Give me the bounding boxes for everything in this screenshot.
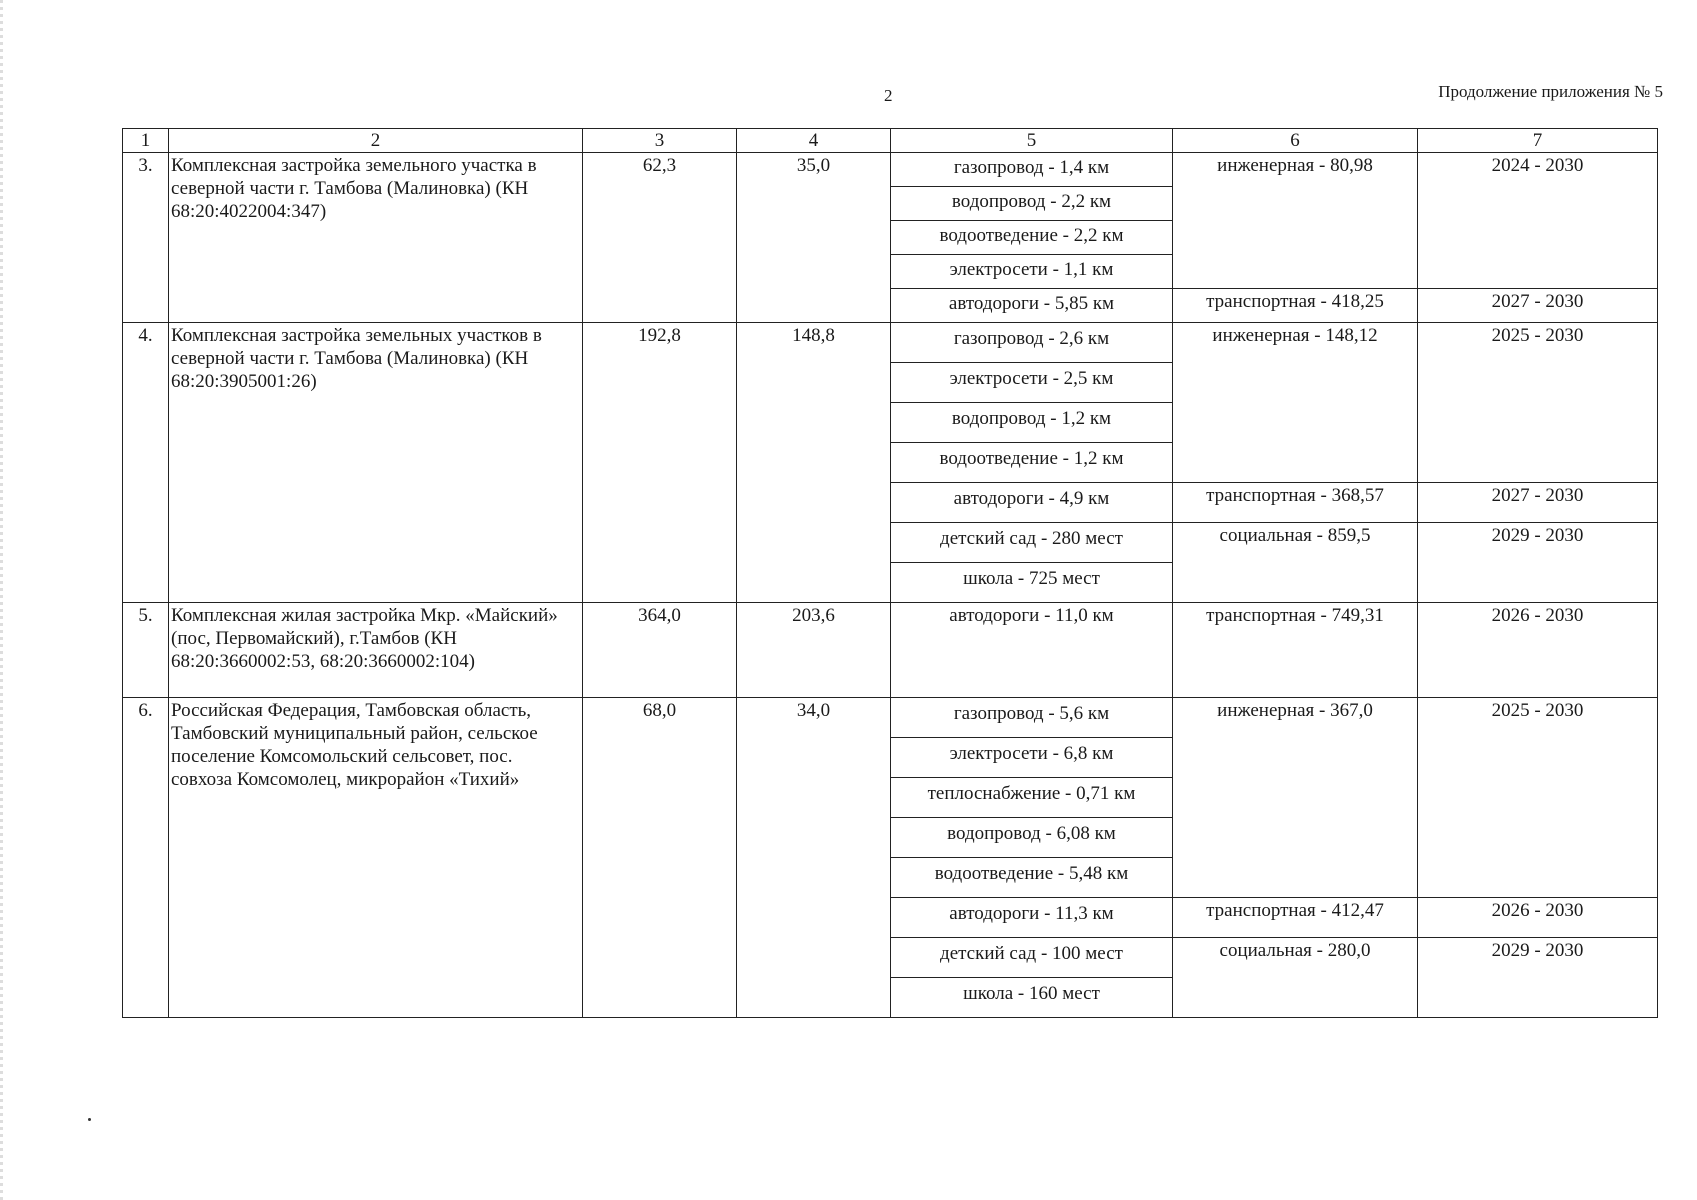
value-col3: 192,8 (583, 323, 737, 603)
page-number: 2 (884, 86, 893, 105)
project-name: Комплексная застройка земельного участка в северной части г. Тамбова (Малиновка) (КН 68:20:4022004:347) (169, 153, 583, 323)
infra-type: транспортная - 749,31 (1173, 603, 1418, 698)
object-item: школа - 725 мест (891, 563, 1173, 603)
object-item: водоотведение - 1,2 км (891, 443, 1173, 483)
object-item: автодороги - 5,85 км (891, 289, 1173, 323)
object-item: электросети - 1,1 км (891, 255, 1173, 289)
value-col3: 62,3 (583, 153, 737, 323)
scan-speck (88, 1118, 91, 1121)
row-number: 4. (123, 323, 169, 603)
object-item: газопровод - 1,4 км (891, 153, 1173, 187)
value-col4: 203,6 (737, 603, 891, 698)
object-item: школа - 160 мест (891, 978, 1173, 1018)
column-header-3: 3 (583, 129, 737, 153)
object-item: водоотведение - 5,48 км (891, 858, 1173, 898)
table-row (123, 153, 1658, 187)
row-number: 5. (123, 603, 169, 698)
period: 2027 - 2030 (1418, 483, 1658, 523)
scan-edge (0, 0, 3, 1200)
appendix-label: Продолжение приложения № 5 (1438, 82, 1663, 101)
infra-type: транспортная - 368,57 (1173, 483, 1418, 523)
header-row (123, 129, 1658, 153)
infra-type: инженерная - 148,12 (1173, 323, 1418, 483)
row-number: 6. (123, 698, 169, 1018)
value-col3: 364,0 (583, 603, 737, 698)
column-header-1: 1 (123, 129, 169, 153)
infra-type: инженерная - 80,98 (1173, 153, 1418, 289)
object-item: автодороги - 11,0 км (891, 603, 1173, 698)
object-item: газопровод - 5,6 км (891, 698, 1173, 738)
object-item: автодороги - 11,3 км (891, 898, 1173, 938)
period: 2029 - 2030 (1418, 523, 1658, 603)
object-item: электросети - 2,5 км (891, 363, 1173, 403)
infra-type: социальная - 280,0 (1173, 938, 1418, 1018)
object-item: водоотведение - 2,2 км (891, 221, 1173, 255)
column-header-5: 5 (891, 129, 1173, 153)
period: 2027 - 2030 (1418, 289, 1658, 323)
data-table (122, 128, 1658, 1018)
object-item: теплоснабжение - 0,71 км (891, 778, 1173, 818)
object-item: водопровод - 2,2 км (891, 187, 1173, 221)
period: 2025 - 2030 (1418, 698, 1658, 898)
column-header-6: 6 (1173, 129, 1418, 153)
project-name: Комплексная жилая застройка Мкр. «Майский» (пос, Первомайский), г.Тамбов (КН 68:20:3660002:53, 68:20:3660002:104) (169, 603, 583, 698)
object-item: газопровод - 2,6 км (891, 323, 1173, 363)
column-header-2: 2 (169, 129, 583, 153)
row-number: 3. (123, 153, 169, 323)
table-row (123, 698, 1658, 738)
column-header-7: 7 (1418, 129, 1658, 153)
period: 2026 - 2030 (1418, 898, 1658, 938)
object-item: детский сад - 280 мест (891, 523, 1173, 563)
period: 2024 - 2030 (1418, 153, 1658, 289)
value-col3: 68,0 (583, 698, 737, 1018)
value-col4: 35,0 (737, 153, 891, 323)
infra-type: социальная - 859,5 (1173, 523, 1418, 603)
value-col4: 148,8 (737, 323, 891, 603)
infra-type: транспортная - 418,25 (1173, 289, 1418, 323)
value-col4: 34,0 (737, 698, 891, 1018)
period: 2025 - 2030 (1418, 323, 1658, 483)
object-item: детский сад - 100 мест (891, 938, 1173, 978)
object-item: водопровод - 1,2 км (891, 403, 1173, 443)
infra-type: транспортная - 412,47 (1173, 898, 1418, 938)
period: 2029 - 2030 (1418, 938, 1658, 1018)
table-row (123, 603, 1658, 698)
column-header-4: 4 (737, 129, 891, 153)
table-row (123, 323, 1658, 363)
project-name: Комплексная застройка земельных участков в северной части г. Тамбова (Малиновка) (КН 68:20:3905001:26) (169, 323, 583, 603)
period: 2026 - 2030 (1418, 603, 1658, 698)
object-item: электросети - 6,8 км (891, 738, 1173, 778)
project-name: Российская Федерация, Тамбовская область, Тамбовский муниципальный район, сельское поселение Комсомольский сельсовет, пос. совхоза Комсомолец, микрорайон «Тихий» (169, 698, 583, 1018)
object-item: автодороги - 4,9 км (891, 483, 1173, 523)
object-item: водопровод - 6,08 км (891, 818, 1173, 858)
infra-type: инженерная - 367,0 (1173, 698, 1418, 898)
